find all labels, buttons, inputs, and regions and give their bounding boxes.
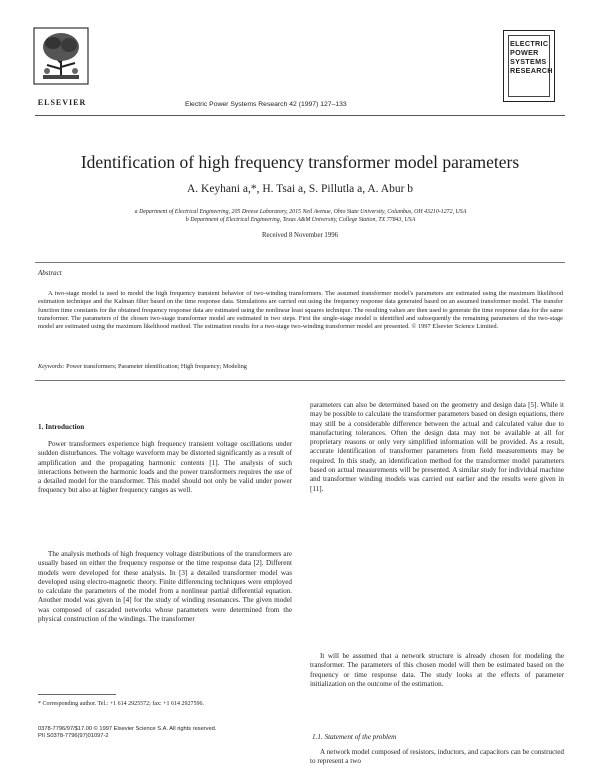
pii-line: PII S0378-7796(97)01097-2	[38, 733, 109, 740]
journal-badge-line: ELECTRIC	[510, 39, 549, 48]
subsection-heading-problem-statement: 1.1. Statement of the problem	[312, 733, 397, 741]
right-column-paragraph-3: A network model composed of resistors, inductors, and capacitors can be constructed to represent a two	[310, 748, 564, 766]
journal-badge-line: SYSTEMS	[510, 57, 547, 66]
header-divider	[35, 115, 565, 116]
intro-paragraph-1: Power transformers experience high frequency transient voltage oscillations under sudden disturbances. The voltage waveform may be distorted significantly as a result of amplification and the propagating harmonic contents [1]. The analysis of such interactions between the harmonic loads and the power transformers requires the use of a detailed model for the transformer. This model should not only be valid under power frequency but also at higher frequency ranges as well.	[38, 440, 292, 495]
abstract-text: A two-stage model is used to model the high frequency transient behavior of two-winding transformers. The assumed transformer model's parameters are estimated using the maximum likelihood estimation technique and the Kalman filter based on the time response data. Simulations are carried out using the frequency response data generated based on an assumed transformer model. The transfer function time constants for the obtained frequency response data are estimated using the nonlinear least squares technique. The resulting values are then used to generate the time response data for the same transformer. The parameters of the chosen two-stage transformer model are estimated in two steps. First the single-stage model is identified and subsequently the remaining parameters of the two-stage model are estimated using the maximum likelihood method. The estimation results for a two-stage two-winding transformer model are presented. © 1997 Elsevier Science Limited.	[38, 290, 563, 331]
abstract-top-divider	[35, 262, 565, 263]
journal-badge-line: RESEARCH	[510, 66, 553, 75]
paper-title: Identification of high frequency transformer model parameters	[80, 152, 520, 172]
abstract-heading: Abstract	[38, 269, 62, 277]
footnote-divider	[38, 694, 116, 695]
abstract-bottom-divider	[35, 380, 565, 381]
elsevier-tree-logo-icon	[33, 27, 89, 85]
copyright-line: 0378-7796/97/$17.00 © 1997 Elsevier Science S.A. All rights reserved.	[38, 726, 217, 732]
journal-badge	[503, 30, 555, 102]
intro-paragraph-2: The analysis methods of high frequency voltage distributions of the transformers are usually based on either the frequency response or the time response data [2]. Different models were developed for these analysis. In [3] a detailed transformer model was developed using electro-magnetic theory. Finite differencing techniques were employed to calculate the parameters of the model from a nonlinear partial differential equation. Another model was given in [4] for the study of winding resonances. The given model was composed of cascaded networks whose parameters were determined from the physical construction of the windings. The transformer	[38, 550, 292, 624]
section-heading-introduction: 1. Introduction	[38, 423, 85, 431]
keywords-list: Power transformers; Parameter identification; High frequency; Modeling	[66, 363, 247, 370]
journal-citation: Electric Power Systems Research 42 (1997) 127–133	[185, 101, 347, 108]
keywords-label: Keywords:	[38, 363, 65, 370]
publisher-name: ELSEVIER	[37, 98, 87, 107]
author-list: A. Keyhani a,*, H. Tsai a, S. Pillutla a, A. Abur b	[186, 183, 414, 195]
affiliation-b: b Department of Electrical Engineering, Texas A&M University, College Station, TX 77843, USA	[185, 217, 416, 223]
copyright-notice	[38, 726, 292, 740]
keywords	[38, 363, 563, 370]
affiliation-a: a Department of Electrical Engineering, 205 Dreese Laboratory, 2015 Neil Avenue, Ohio State University, Columbus, OH 43210-1272, USA	[134, 209, 467, 215]
received-date: Received 8 November 1996	[261, 232, 339, 239]
right-column-paragraph-2: It will be assumed that a network structure is already chosen for modeling the transformer. The parameters of this chosen model will then be estimated based on the frequency or time response data. The study looks at the effects of parameter initialization on the outcome of the estimation.	[310, 652, 564, 688]
corresponding-author-footnote: * Corresponding author. Tel.: +1 614 2925572; fax: +1 614 2927596.	[38, 701, 205, 707]
right-column-paragraph-1: parameters can also be determined based on the geometry and design data [5]. While it may be possible to calculate the transformer parameters based on design equations, there may still be a considerable difference between the actual and calculated value due to manufacturing tolerances. Often the design data may not be available at all for proprietary reasons or only very simplified information will be provided. As a result, accurate identification of transformer parameters from field measurements may be required. In this study, an identification method for the transformer model parameters based on actual measurements will be presented. A similar study for individual machine and transformer winding models was carried out earlier and the results were given in [11].	[310, 401, 564, 493]
journal-badge-line: POWER	[510, 48, 539, 57]
